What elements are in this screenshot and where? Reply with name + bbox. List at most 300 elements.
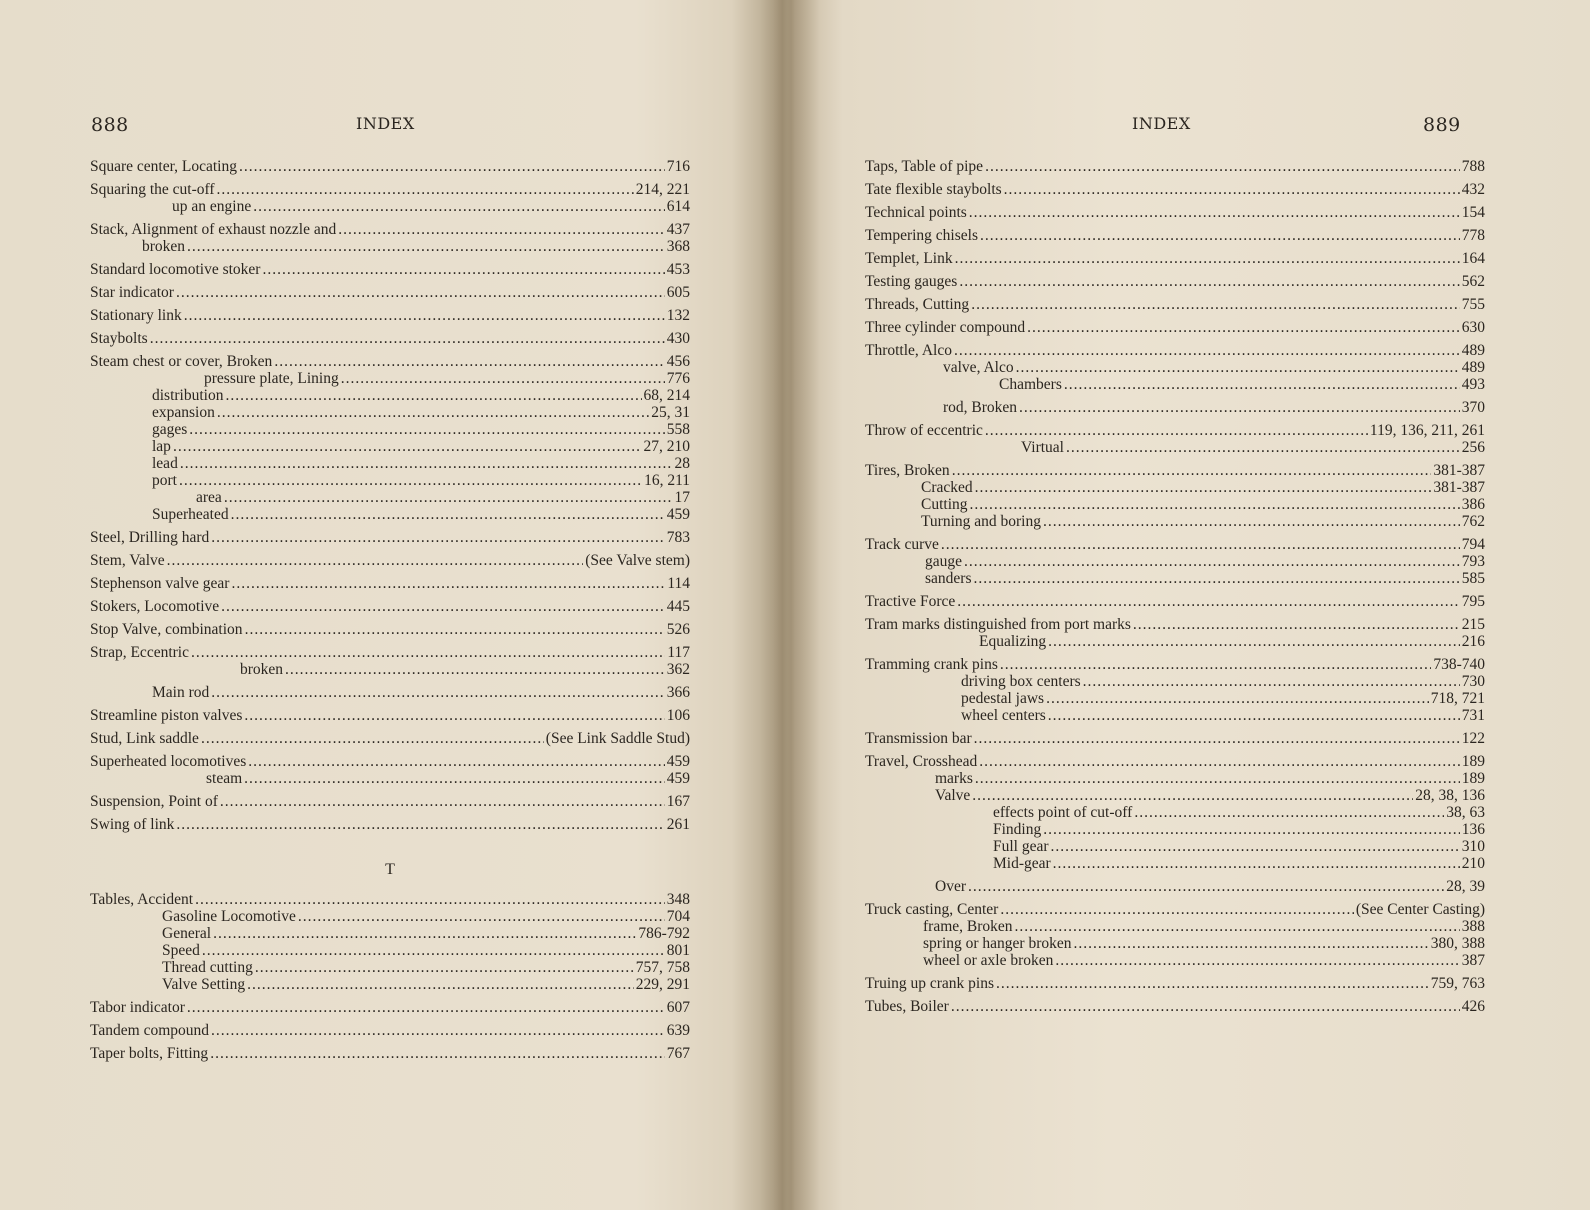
entry-page-ref: 437 bbox=[666, 221, 690, 238]
index-entry bbox=[865, 855, 1485, 872]
index-entry bbox=[90, 438, 690, 455]
entry-page-ref: 310 bbox=[1461, 838, 1485, 855]
entry-term: Swing of link bbox=[90, 816, 175, 833]
entry-term: Strap, Eccentric bbox=[90, 644, 189, 661]
dot-leader bbox=[211, 1022, 665, 1039]
entry-page-ref: 459 bbox=[666, 506, 690, 523]
entry-term: frame, Broken bbox=[923, 918, 1013, 935]
entry-page-ref: 738-740 bbox=[1433, 656, 1485, 673]
entry-page-ref: 189 bbox=[1461, 753, 1485, 770]
dot-leader bbox=[210, 1045, 665, 1062]
entry-term: lead bbox=[152, 455, 178, 472]
index-section-s bbox=[90, 158, 690, 833]
entry-page-ref: 718, 721 bbox=[1430, 690, 1485, 707]
entry-page-ref: 786-792 bbox=[638, 925, 690, 942]
index-entry bbox=[90, 770, 690, 787]
index-entry bbox=[90, 404, 690, 421]
dot-leader bbox=[231, 506, 665, 523]
entry-page-ref: 731 bbox=[1461, 707, 1485, 724]
entry-term: Testing gauges bbox=[865, 273, 958, 290]
entry-page-ref: 793 bbox=[1461, 553, 1485, 570]
dot-leader bbox=[231, 575, 665, 592]
index-entry bbox=[90, 644, 690, 661]
index-entry bbox=[865, 496, 1485, 513]
entry-term: Mid-gear bbox=[993, 855, 1051, 872]
dot-leader bbox=[941, 536, 1460, 553]
entry-page-ref: 788 bbox=[1461, 158, 1485, 175]
dot-leader bbox=[971, 296, 1460, 313]
entry-page-ref: 430 bbox=[666, 330, 690, 347]
entry-page-ref: 189 bbox=[1461, 770, 1485, 787]
index-entry bbox=[865, 553, 1485, 570]
index-entry bbox=[90, 506, 690, 523]
page-header: INDEX bbox=[1132, 114, 1191, 133]
index-entry bbox=[865, 753, 1485, 770]
index-entry bbox=[865, 821, 1485, 838]
dot-leader bbox=[1004, 181, 1460, 198]
entry-page-ref: 136 bbox=[1461, 821, 1485, 838]
dot-leader bbox=[244, 770, 665, 787]
entry-page-ref: 493 bbox=[1461, 376, 1485, 393]
dot-leader bbox=[1064, 376, 1460, 393]
entry-term: Tractive Force bbox=[865, 593, 956, 610]
entry-term: Tabor indicator bbox=[90, 999, 185, 1016]
entry-term: Stokers, Locomotive bbox=[90, 598, 220, 615]
dot-leader bbox=[970, 496, 1460, 513]
index-entry bbox=[865, 770, 1485, 787]
entry-page-ref: 795 bbox=[1461, 593, 1485, 610]
entry-term: Valve bbox=[935, 787, 971, 804]
index-entry bbox=[865, 878, 1485, 895]
dot-leader bbox=[217, 181, 634, 198]
index-entry bbox=[90, 238, 690, 255]
entry-term: Gasoline Locomotive bbox=[162, 908, 296, 925]
index-entry bbox=[865, 181, 1485, 198]
entry-term: Virtual bbox=[1021, 439, 1064, 456]
dot-leader bbox=[1019, 399, 1460, 416]
entry-term: up an engine bbox=[172, 198, 252, 215]
entry-page-ref: 489 bbox=[1461, 359, 1485, 376]
index-list bbox=[865, 158, 1485, 1015]
entry-term: distribution bbox=[152, 387, 224, 404]
entry-page-ref: 459 bbox=[666, 753, 690, 770]
entry-page-ref: 445 bbox=[666, 598, 690, 615]
index-entry bbox=[865, 342, 1485, 359]
index-entry bbox=[90, 908, 690, 925]
entry-term: Speed bbox=[162, 942, 200, 959]
dot-leader bbox=[975, 479, 1432, 496]
entry-term: broken bbox=[240, 661, 284, 678]
dot-leader bbox=[1133, 616, 1460, 633]
index-entry bbox=[90, 552, 690, 569]
index-entry bbox=[865, 918, 1485, 935]
dot-leader bbox=[1055, 952, 1459, 969]
entry-term: Over bbox=[935, 878, 966, 895]
dot-leader bbox=[239, 158, 665, 175]
dot-leader bbox=[176, 816, 664, 833]
entry-term: driving box centers bbox=[961, 673, 1081, 690]
dot-leader bbox=[262, 261, 664, 278]
entry-term: Equalizing bbox=[979, 633, 1047, 650]
entry-page-ref: 164 bbox=[1461, 250, 1485, 267]
dot-leader bbox=[985, 422, 1368, 439]
index-entry bbox=[90, 455, 690, 472]
entry-term: effects point of cut-off bbox=[993, 804, 1133, 821]
index-entry bbox=[865, 536, 1485, 553]
dot-leader bbox=[974, 730, 1460, 747]
dot-leader bbox=[1016, 359, 1460, 376]
entry-page-ref: 17 bbox=[674, 489, 690, 506]
entry-term: Three cylinder compound bbox=[865, 319, 1026, 336]
entry-page-ref: 757, 758 bbox=[635, 959, 690, 976]
index-entry bbox=[865, 204, 1485, 221]
dot-leader bbox=[964, 553, 1460, 570]
entry-term: sanders bbox=[925, 570, 972, 587]
dot-leader bbox=[224, 489, 673, 506]
index-entry bbox=[865, 479, 1485, 496]
entry-page-ref: 381-387 bbox=[1433, 479, 1485, 496]
dot-leader bbox=[1051, 838, 1460, 855]
entry-term: pressure plate, Lining bbox=[204, 370, 339, 387]
index-entry bbox=[90, 661, 690, 678]
entry-term: Full gear bbox=[993, 838, 1049, 855]
entry-term: area bbox=[196, 489, 222, 506]
entry-term: Tate flexible staybolts bbox=[865, 181, 1002, 198]
entry-term: Tubes, Boiler bbox=[865, 998, 949, 1015]
entry-term: Valve Setting bbox=[162, 976, 246, 993]
entry-term: Truing up crank pins bbox=[865, 975, 995, 992]
index-entry bbox=[865, 422, 1485, 439]
dot-leader bbox=[1043, 513, 1460, 530]
index-entry bbox=[865, 439, 1485, 456]
index-entry bbox=[865, 633, 1485, 650]
page-number: 889 bbox=[1423, 114, 1461, 136]
dot-leader bbox=[180, 455, 673, 472]
index-entry bbox=[865, 376, 1485, 393]
index-entry bbox=[90, 261, 690, 278]
dot-leader bbox=[1048, 633, 1460, 650]
index-entry bbox=[865, 462, 1485, 479]
dot-leader bbox=[274, 353, 664, 370]
index-entry bbox=[865, 998, 1485, 1015]
entry-term: Templet, Link bbox=[865, 250, 953, 267]
entry-page-ref: 381-387 bbox=[1433, 462, 1485, 479]
index-entry bbox=[865, 673, 1485, 690]
dot-leader bbox=[247, 976, 634, 993]
index-entry bbox=[865, 707, 1485, 724]
entry-term: Squaring the cut-off bbox=[90, 181, 215, 198]
dot-leader bbox=[957, 593, 1459, 610]
index-entry bbox=[865, 513, 1485, 530]
entry-term: steam bbox=[206, 770, 243, 787]
index-entry bbox=[865, 593, 1485, 610]
index-section-t bbox=[90, 891, 690, 1062]
entry-page-ref: 68, 214 bbox=[643, 387, 690, 404]
entry-page-ref: 776 bbox=[666, 370, 690, 387]
index-entry bbox=[90, 353, 690, 370]
index-entry bbox=[865, 656, 1485, 673]
entry-term: Transmission bar bbox=[865, 730, 972, 747]
entry-page-ref: 778 bbox=[1461, 227, 1485, 244]
dot-leader bbox=[176, 284, 665, 301]
entry-term: Track curve bbox=[865, 536, 939, 553]
dot-leader bbox=[187, 238, 665, 255]
entry-page-ref: 387 bbox=[1461, 952, 1485, 969]
index-list bbox=[90, 158, 690, 1062]
index-entry bbox=[90, 730, 690, 747]
entry-page-ref: 214, 221 bbox=[635, 181, 690, 198]
entry-term: Stud, Link saddle bbox=[90, 730, 199, 747]
entry-page-ref: 489 bbox=[1461, 342, 1485, 359]
entry-term: Travel, Crosshead bbox=[865, 753, 978, 770]
dot-leader bbox=[211, 684, 664, 701]
dot-leader bbox=[217, 404, 649, 421]
entry-term: Tram marks distinguished from port marks bbox=[865, 616, 1131, 633]
entry-page-ref: 614 bbox=[666, 198, 690, 215]
index-entry bbox=[90, 621, 690, 638]
entry-page-ref: 210 bbox=[1461, 855, 1485, 872]
entry-page-ref: 562 bbox=[1461, 273, 1485, 290]
index-entry bbox=[90, 891, 690, 908]
dot-leader bbox=[1043, 821, 1460, 838]
entry-page-ref: 216 bbox=[1461, 633, 1485, 650]
index-entry bbox=[90, 221, 690, 238]
dot-leader bbox=[1066, 439, 1460, 456]
dot-leader bbox=[245, 621, 665, 638]
index-entry bbox=[865, 975, 1485, 992]
entry-term: Main rod bbox=[152, 684, 210, 701]
entry-page-ref: 366 bbox=[666, 684, 690, 701]
dot-leader bbox=[980, 227, 1460, 244]
index-entry bbox=[90, 598, 690, 615]
dot-leader bbox=[1083, 673, 1460, 690]
entry-term: Thread cutting bbox=[162, 959, 253, 976]
right-page bbox=[805, 0, 1590, 1210]
entry-term: Cutting bbox=[921, 496, 968, 513]
entry-page-ref: 426 bbox=[1461, 998, 1485, 1015]
dot-leader bbox=[220, 793, 665, 810]
entry-page-ref: 607 bbox=[666, 999, 690, 1016]
entry-page-ref: 759, 763 bbox=[1430, 975, 1485, 992]
index-entry bbox=[865, 730, 1485, 747]
index-entry bbox=[90, 370, 690, 387]
index-entry bbox=[90, 999, 690, 1016]
index-entry bbox=[865, 901, 1485, 918]
index-entry bbox=[865, 690, 1485, 707]
entry-page-ref: 794 bbox=[1461, 536, 1485, 553]
entry-page-ref: 256 bbox=[1461, 439, 1485, 456]
dot-leader bbox=[955, 250, 1460, 267]
dot-leader bbox=[187, 999, 665, 1016]
index-entry bbox=[865, 952, 1485, 969]
dot-leader bbox=[975, 770, 1460, 787]
entry-page-ref: (See Link Saddle Stud) bbox=[545, 730, 690, 747]
dot-leader bbox=[179, 472, 642, 489]
entry-page-ref: 38, 63 bbox=[1446, 804, 1485, 821]
dot-leader bbox=[1048, 707, 1460, 724]
entry-page-ref: 362 bbox=[666, 661, 690, 678]
entry-page-ref: 114 bbox=[667, 575, 690, 592]
entry-term: Tires, Broken bbox=[865, 462, 950, 479]
index-entry bbox=[90, 421, 690, 438]
dot-leader bbox=[195, 891, 665, 908]
entry-page-ref: 261 bbox=[666, 816, 690, 833]
entry-term: wheel or axle broken bbox=[923, 952, 1054, 969]
entry-page-ref: 432 bbox=[1461, 181, 1485, 198]
dot-leader bbox=[221, 598, 665, 615]
entry-term: Finding bbox=[993, 821, 1042, 838]
entry-term: Streamline piston valves bbox=[90, 707, 243, 724]
index-entry bbox=[90, 181, 690, 198]
dot-leader bbox=[244, 707, 664, 724]
index-entry bbox=[90, 816, 690, 833]
entry-term: Suspension, Point of bbox=[90, 793, 218, 810]
entry-page-ref: 348 bbox=[666, 891, 690, 908]
entry-term: Stephenson valve gear bbox=[90, 575, 230, 592]
index-entry bbox=[90, 707, 690, 724]
entry-term: Superheated bbox=[152, 506, 229, 523]
entry-term: Tandem compound bbox=[90, 1022, 210, 1039]
entry-term: broken bbox=[142, 238, 186, 255]
entry-term: Turning and boring bbox=[921, 513, 1041, 530]
entry-page-ref: 370 bbox=[1461, 399, 1485, 416]
entry-term: Throw of eccentric bbox=[865, 422, 983, 439]
index-entry bbox=[90, 307, 690, 324]
entry-term: rod, Broken bbox=[943, 399, 1018, 416]
entry-page-ref: 132 bbox=[666, 307, 690, 324]
entry-page-ref: 28 bbox=[674, 455, 690, 472]
index-entry bbox=[865, 359, 1485, 376]
entry-page-ref: 639 bbox=[666, 1022, 690, 1039]
index-entry bbox=[865, 787, 1485, 804]
index-entry bbox=[90, 942, 690, 959]
page-number: 888 bbox=[91, 114, 129, 136]
index-entry bbox=[90, 472, 690, 489]
index-entry bbox=[90, 753, 690, 770]
entry-term: Steel, Drilling hard bbox=[90, 529, 210, 546]
entry-term: Throttle, Alco bbox=[865, 342, 952, 359]
entry-page-ref: 119, 136, 211, 261 bbox=[1369, 422, 1485, 439]
dot-leader bbox=[338, 221, 665, 238]
index-entry bbox=[90, 284, 690, 301]
entry-page-ref: 605 bbox=[666, 284, 690, 301]
dot-leader bbox=[184, 307, 665, 324]
entry-page-ref: 368 bbox=[666, 238, 690, 255]
index-entry bbox=[90, 330, 690, 347]
entry-term: Truck casting, Center bbox=[865, 901, 999, 918]
dot-leader bbox=[298, 908, 665, 925]
entry-term: Tempering chisels bbox=[865, 227, 978, 244]
index-entry bbox=[90, 793, 690, 810]
entry-term: spring or hanger broken bbox=[923, 935, 1072, 952]
dot-leader bbox=[202, 942, 665, 959]
entry-term: Taps, Table of pipe bbox=[865, 158, 984, 175]
dot-leader bbox=[150, 330, 665, 347]
index-entry bbox=[90, 575, 690, 592]
dot-leader bbox=[1027, 319, 1460, 336]
index-entry bbox=[90, 198, 690, 215]
dot-leader bbox=[1000, 901, 1354, 918]
dot-leader bbox=[213, 925, 636, 942]
dot-leader bbox=[201, 730, 544, 747]
entry-term: Star indicator bbox=[90, 284, 174, 301]
dot-leader bbox=[253, 198, 665, 215]
entry-term: expansion bbox=[152, 404, 215, 421]
entry-term: marks bbox=[935, 770, 973, 787]
entry-term: Technical points bbox=[865, 204, 967, 221]
index-entry bbox=[90, 959, 690, 976]
index-section-t bbox=[865, 158, 1485, 1015]
index-entry bbox=[865, 273, 1485, 290]
dot-leader bbox=[974, 570, 1460, 587]
entry-term: port bbox=[152, 472, 177, 489]
entry-term: gauge bbox=[925, 553, 963, 570]
entry-page-ref: 28, 38, 136 bbox=[1415, 787, 1485, 804]
entry-page-ref: 730 bbox=[1461, 673, 1485, 690]
dot-leader bbox=[952, 462, 1432, 479]
dot-leader bbox=[211, 529, 665, 546]
dot-leader bbox=[979, 753, 1460, 770]
page-header: INDEX bbox=[356, 114, 415, 133]
entry-page-ref: 154 bbox=[1461, 204, 1485, 221]
entry-term: valve, Alco bbox=[943, 359, 1014, 376]
entry-term: Stem, Valve bbox=[90, 552, 165, 569]
index-entry bbox=[865, 296, 1485, 313]
dot-leader bbox=[1015, 918, 1460, 935]
entry-page-ref: 388 bbox=[1461, 918, 1485, 935]
entry-page-ref: 25, 31 bbox=[651, 404, 690, 421]
entry-page-ref: 27, 210 bbox=[643, 438, 690, 455]
dot-leader bbox=[954, 342, 1460, 359]
entry-page-ref: 755 bbox=[1461, 296, 1485, 313]
index-entry bbox=[90, 976, 690, 993]
index-entry bbox=[865, 227, 1485, 244]
dot-leader bbox=[167, 552, 584, 569]
dot-leader bbox=[1134, 804, 1444, 821]
entry-page-ref: 229, 291 bbox=[635, 976, 690, 993]
dot-leader bbox=[191, 644, 665, 661]
entry-term: Cracked bbox=[921, 479, 973, 496]
entry-page-ref: 456 bbox=[666, 353, 690, 370]
index-entry bbox=[90, 529, 690, 546]
entry-term: Stationary link bbox=[90, 307, 182, 324]
dot-leader bbox=[225, 387, 641, 404]
entry-page-ref: 167 bbox=[666, 793, 690, 810]
index-entry bbox=[865, 616, 1485, 633]
entry-page-ref: 380, 388 bbox=[1430, 935, 1485, 952]
dot-leader bbox=[996, 975, 1429, 992]
entry-page-ref: 801 bbox=[666, 942, 690, 959]
index-entry bbox=[865, 158, 1485, 175]
entry-term: Steam chest or cover, Broken bbox=[90, 353, 273, 370]
entry-term: lap bbox=[152, 438, 171, 455]
dot-leader bbox=[189, 421, 664, 438]
index-entry bbox=[90, 489, 690, 506]
dot-leader bbox=[969, 204, 1460, 221]
dot-leader bbox=[1046, 690, 1429, 707]
dot-leader bbox=[255, 959, 634, 976]
dot-leader bbox=[1053, 855, 1460, 872]
entry-term: wheel centers bbox=[961, 707, 1046, 724]
dot-leader bbox=[1074, 935, 1429, 952]
entry-term: General bbox=[162, 925, 212, 942]
entry-page-ref: 453 bbox=[666, 261, 690, 278]
entry-term: Threads, Cutting bbox=[865, 296, 970, 313]
dot-leader bbox=[285, 661, 665, 678]
entry-page-ref: 558 bbox=[666, 421, 690, 438]
index-entry bbox=[90, 684, 690, 701]
entry-page-ref: 28, 39 bbox=[1446, 878, 1485, 895]
